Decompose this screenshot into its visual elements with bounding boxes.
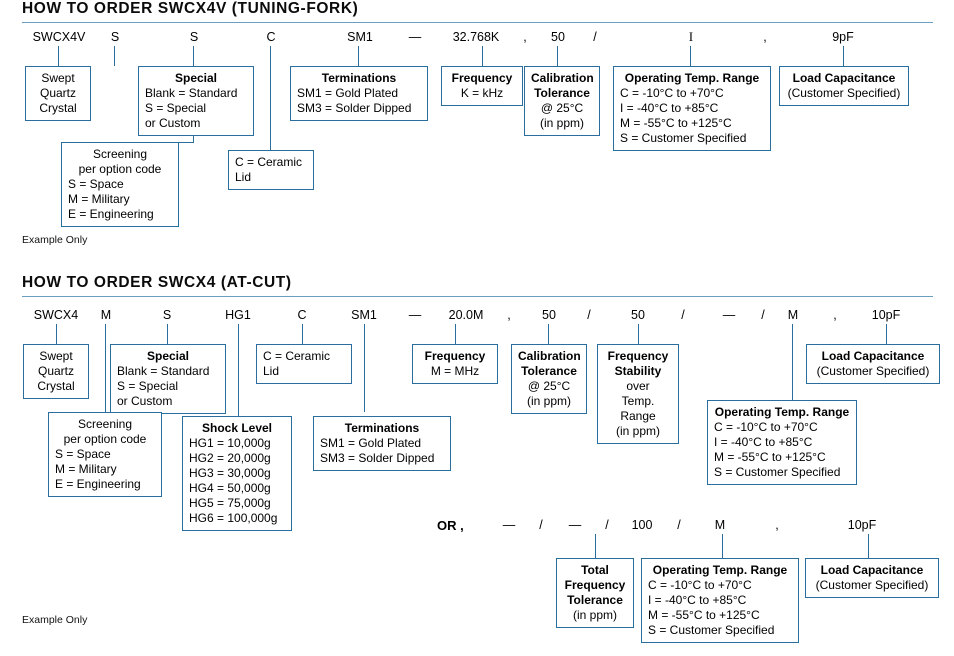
box2-loadcap — [806, 344, 940, 384]
code2-part-slash-2: / — [681, 308, 685, 322]
box2-stability-line-2: Temp. Range — [620, 394, 656, 423]
box2-calibration-line-2: (in ppm) — [526, 394, 571, 408]
code-part-calibration: 50 — [551, 30, 565, 44]
box-screening-line-2: per option code — [78, 162, 162, 176]
code2-part-series: SWCX4 — [33, 308, 79, 322]
box-optemp-line-1: C = -10°C to +70°C — [620, 86, 724, 100]
code2-part-frequency: 20.0M — [448, 308, 484, 322]
or-part-total-tolerance: 100 — [631, 518, 653, 532]
box2-lid — [256, 344, 352, 384]
code2-part-terminations: SM1 — [351, 308, 377, 322]
box2-calibration-line-1: @ 25°C — [527, 379, 571, 393]
box2-screening-line-1: Screening — [77, 417, 133, 431]
leader-terminations — [358, 46, 359, 66]
box-special-title: Special — [174, 71, 218, 85]
box-calibration-title-1: Calibration — [531, 71, 594, 85]
box3-total-tolerance-title-3: Tolerance — [567, 593, 623, 607]
box2-special-line-2: S = Special — [117, 379, 179, 393]
box3-optemp-line-4: S = Customer Specified — [648, 623, 775, 637]
box-frequency-title: Frequency — [451, 71, 513, 85]
box2-shock-line-6: HG6 = 100,000g — [189, 511, 278, 525]
box2-shock-line-5: HG5 = 75,000g — [189, 496, 271, 510]
box2-shock-line-3: HG3 = 30,000g — [189, 466, 271, 480]
box2-optemp-line-1: C = -10°C to +70°C — [714, 420, 818, 434]
leader2-lid — [302, 324, 303, 344]
box2-frequency-line-1: M = MHz — [430, 364, 480, 378]
or-part-loadcap: 10pF — [847, 518, 877, 532]
box2-optemp-line-4: S = Customer Specified — [714, 465, 841, 479]
code-part-comma-1: , — [523, 30, 527, 44]
code-part-comma-2: , — [763, 30, 767, 44]
code2-part-dash-1: — — [408, 308, 422, 322]
or-part-optemp: M — [714, 518, 726, 532]
box-series-line-2: Quartz — [39, 86, 76, 100]
example-note-2: Example Only — [22, 614, 88, 626]
box-series — [25, 66, 91, 121]
section-title-at-cut: HOW TO ORDER SWCX4 (AT-CUT) — [22, 274, 292, 291]
example-note-1: Example Only — [22, 234, 88, 246]
code-part-loadcap: 9pF — [832, 30, 854, 44]
box2-screening-line-3: S = Space — [55, 447, 111, 461]
box-loadcap-line-1: (Customer Specified) — [787, 86, 901, 100]
box2-series — [23, 344, 89, 399]
leader2-series — [56, 324, 57, 344]
or-part-slash-1: / — [539, 518, 543, 532]
box3-optemp-line-2: I = -40°C to +85°C — [648, 593, 747, 607]
box2-stability-title-2: Stability — [614, 364, 662, 378]
box2-optemp — [707, 400, 857, 485]
code-part-optemp: I — [688, 30, 694, 44]
code2-part-lid: C — [297, 308, 307, 322]
or-part-comma: , — [775, 518, 779, 532]
box2-shock-line-1: HG1 = 10,000g — [189, 436, 271, 450]
box3-loadcap-line-1: (Customer Specified) — [815, 578, 929, 592]
box-calibration-line-2: (in ppm) — [539, 116, 584, 130]
box2-series-line-3: Crystal — [37, 379, 75, 393]
code2-part-stability: 50 — [631, 308, 645, 322]
box3-optemp-line-1: C = -10°C to +70°C — [648, 578, 752, 592]
leader2-shock — [238, 324, 239, 416]
box-terminations — [290, 66, 428, 121]
box-special-line-1: Blank = Standard — [145, 86, 238, 100]
box-series-line-1: Swept — [41, 71, 75, 85]
box3-optemp-title: Operating Temp. Range — [652, 563, 788, 577]
code2-part-optemp: M — [787, 308, 799, 322]
box2-stability-line-3: (in ppm) — [615, 424, 660, 438]
leader-frequency — [482, 46, 483, 66]
code2-part-calibration: 50 — [542, 308, 556, 322]
code2-part-slash-1: / — [587, 308, 591, 322]
box2-terminations — [313, 416, 451, 471]
leader-special — [114, 46, 115, 66]
box2-lid-line-2: Lid — [263, 364, 280, 378]
leader-optemp — [690, 46, 691, 66]
leader2-frequency — [455, 324, 456, 344]
box3-total-tolerance — [556, 558, 634, 628]
code-part-lid: C — [266, 30, 276, 44]
box2-loadcap-title: Load Capacitance — [821, 349, 925, 363]
box2-stability-line-1: over — [626, 379, 650, 393]
code-part-special: S — [110, 30, 120, 44]
box-screening-line-1: Screening — [92, 147, 148, 161]
box2-screening-line-2: per option code — [63, 432, 147, 446]
box3-loadcap-title: Load Capacitance — [820, 563, 924, 577]
box2-frequency-title: Frequency — [424, 349, 486, 363]
leader2-calibration — [548, 324, 549, 344]
box2-special-title: Special — [146, 349, 190, 363]
box2-series-line-1: Swept — [39, 349, 73, 363]
box2-optemp-title: Operating Temp. Range — [714, 405, 850, 419]
box-screening-line-3: S = Space — [68, 177, 124, 191]
leader-loadcap — [843, 46, 844, 66]
box2-terminations-line-2: SM3 = Solder Dipped — [320, 451, 435, 465]
box-calibration — [524, 66, 600, 136]
box-terminations-line-1: SM1 = Gold Plated — [297, 86, 399, 100]
box-lid-line-1: C = Ceramic — [235, 155, 303, 169]
box-series-line-3: Crystal — [39, 101, 77, 115]
box-optemp-line-2: I = -40°C to +85°C — [620, 101, 719, 115]
box3-total-tolerance-line-1: (in ppm) — [572, 608, 617, 622]
leader-lid — [270, 46, 271, 150]
or-part-slash-3: / — [677, 518, 681, 532]
section-title-tuning-fork: HOW TO ORDER SWCX4V (TUNING-FORK) — [22, 0, 359, 17]
box2-shock-title: Shock Level — [201, 421, 273, 435]
box3-total-tolerance-title-1: Total — [581, 563, 609, 577]
box2-screening — [48, 412, 162, 497]
box2-special-line-1: Blank = Standard — [117, 364, 210, 378]
box-screening-line-4: M = Military — [68, 192, 130, 206]
leader3-optemp — [722, 534, 723, 558]
box2-shock-line-4: HG4 = 50,000g — [189, 481, 271, 495]
box-lid-line-2: Lid — [235, 170, 252, 184]
box-loadcap-title: Load Capacitance — [792, 71, 896, 85]
code2-part-comma-2: , — [833, 308, 837, 322]
box2-screening-line-4: M = Military — [55, 462, 117, 476]
or-part-dash-1: — — [502, 518, 516, 532]
box2-stability — [597, 344, 679, 444]
box-lid — [228, 150, 314, 190]
box-screening-line-5: E = Engineering — [68, 207, 154, 221]
code2-part-slash-3: / — [761, 308, 765, 322]
section-rule-tuning-fork — [22, 22, 933, 23]
box-special — [138, 66, 254, 136]
box-optemp-line-4: S = Customer Specified — [620, 131, 747, 145]
box-special-line-3: or Custom — [145, 116, 201, 130]
or-part-slash-2: / — [605, 518, 609, 532]
box-loadcap — [779, 66, 909, 106]
leader2-terminations — [364, 324, 365, 412]
box2-frequency — [412, 344, 498, 384]
box2-special — [110, 344, 226, 414]
leader-series — [58, 46, 59, 66]
code2-part-loadcap: 10pF — [871, 308, 901, 322]
code2-part-dash-2: — — [722, 308, 736, 322]
code-part-terminations: SM1 — [347, 30, 373, 44]
box-terminations-title: Terminations — [321, 71, 397, 85]
code-part-frequency: 32.768K — [452, 30, 500, 44]
leader3-loadcap — [868, 534, 869, 558]
code-part-slash-1: / — [593, 30, 597, 44]
or-part-dash-2: — — [568, 518, 582, 532]
box2-lid-line-1: C = Ceramic — [263, 349, 331, 363]
section-rule-at-cut — [22, 296, 933, 297]
box2-shock-line-2: HG2 = 20,000g — [189, 451, 271, 465]
leader3-total-tolerance — [595, 534, 596, 558]
leader2-loadcap — [886, 324, 887, 344]
box2-special-line-3: or Custom — [117, 394, 173, 408]
box-optemp-title: Operating Temp. Range — [624, 71, 760, 85]
leader2-screening — [105, 324, 106, 412]
leader2-optemp — [792, 324, 793, 400]
code-part-series: SWCX4V — [32, 30, 86, 44]
code2-part-comma-1: , — [507, 308, 511, 322]
box2-stability-title-1: Frequency — [607, 349, 669, 363]
or-label: OR , — [437, 518, 464, 533]
box2-terminations-line-1: SM1 = Gold Plated — [320, 436, 422, 450]
box-frequency — [441, 66, 523, 106]
box2-loadcap-line-1: (Customer Specified) — [816, 364, 930, 378]
code-part-dash-1: — — [408, 30, 422, 44]
box-optemp-line-3: M = -55°C to +125°C — [620, 116, 732, 130]
box2-terminations-title: Terminations — [344, 421, 420, 435]
leader-calibration — [557, 46, 558, 66]
box-frequency-line-1: K = kHz — [460, 86, 504, 100]
box2-screening-line-5: E = Engineering — [55, 477, 141, 491]
box2-series-line-2: Quartz — [37, 364, 74, 378]
box2-calibration-title-2: Tolerance — [521, 364, 577, 378]
code2-part-shock: HG1 — [225, 308, 251, 322]
box2-calibration — [511, 344, 587, 414]
box2-optemp-line-2: I = -40°C to +85°C — [714, 435, 813, 449]
box-special-line-2: S = Special — [145, 101, 207, 115]
code2-part-special: S — [162, 308, 172, 322]
box3-loadcap — [805, 558, 939, 598]
box-optemp — [613, 66, 771, 151]
box-screening — [61, 142, 179, 227]
leader2-stability — [638, 324, 639, 344]
code-part-screening: S — [189, 30, 199, 44]
leader2-special — [167, 324, 168, 344]
box2-calibration-title-1: Calibration — [518, 349, 581, 363]
box-calibration-title-2: Tolerance — [534, 86, 590, 100]
code2-part-screening: M — [100, 308, 112, 322]
box-terminations-line-2: SM3 = Solder Dipped — [297, 101, 412, 115]
box3-total-tolerance-title-2: Frequency — [564, 578, 626, 592]
box3-optemp-line-3: M = -55°C to +125°C — [648, 608, 760, 622]
box3-optemp — [641, 558, 799, 643]
box2-optemp-line-3: M = -55°C to +125°C — [714, 450, 826, 464]
box-calibration-line-1: @ 25°C — [540, 101, 584, 115]
box2-shock — [182, 416, 292, 531]
